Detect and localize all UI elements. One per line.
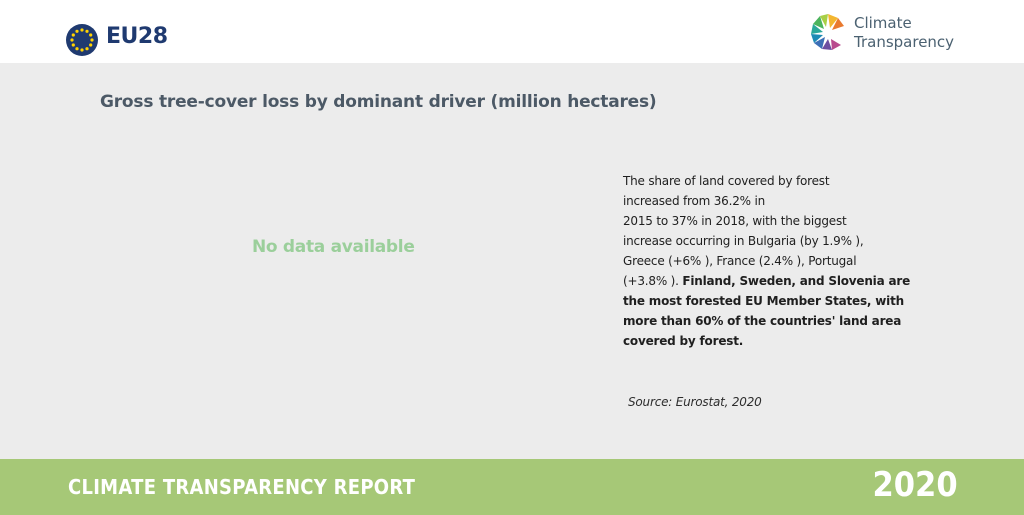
no-data-message: No data available	[252, 237, 415, 257]
description-plain-part: (+3.8% ).	[623, 274, 683, 288]
report-year: 2020	[872, 465, 958, 505]
description-line-mixed	[623, 271, 913, 291]
footer-bar	[0, 459, 1024, 515]
description-bold-line: covered by forest.	[623, 334, 744, 348]
eu-flag-icon	[66, 24, 98, 56]
description-line: The share of land covered by forest	[623, 174, 830, 188]
description-bold-line: the most forested EU Member States, with	[623, 294, 904, 308]
description-line: increased from 36.2% in	[623, 194, 766, 208]
brand-name-line2: Transparency	[854, 33, 955, 51]
description-bold-part: Finland, Sweden, and Slovenia are	[682, 274, 911, 288]
description-bold-line: more than 60% of the countries' land area	[623, 314, 902, 328]
source-note: Source: Eurostat, 2020	[628, 395, 762, 409]
report-title: CLIMATE TRANSPARENCY REPORT	[68, 475, 416, 499]
climate-transparency-logo-icon	[808, 12, 848, 52]
header-bar	[0, 0, 1024, 63]
chart-title: Gross tree-cover loss by dominant driver (million hectares)	[100, 92, 657, 112]
brand-name	[854, 14, 954, 52]
description-line: increase occurring in Bulgaria (by 1.9% ),	[623, 234, 864, 248]
description-text	[623, 171, 913, 351]
brand-name-line1: Climate	[854, 14, 912, 32]
description-line: Greece (+6% ), France (2.4% ), Portugal	[623, 254, 857, 268]
description-line: 2015 to 37% in 2018, with the biggest	[623, 214, 847, 228]
region-label: EU28	[106, 24, 168, 49]
